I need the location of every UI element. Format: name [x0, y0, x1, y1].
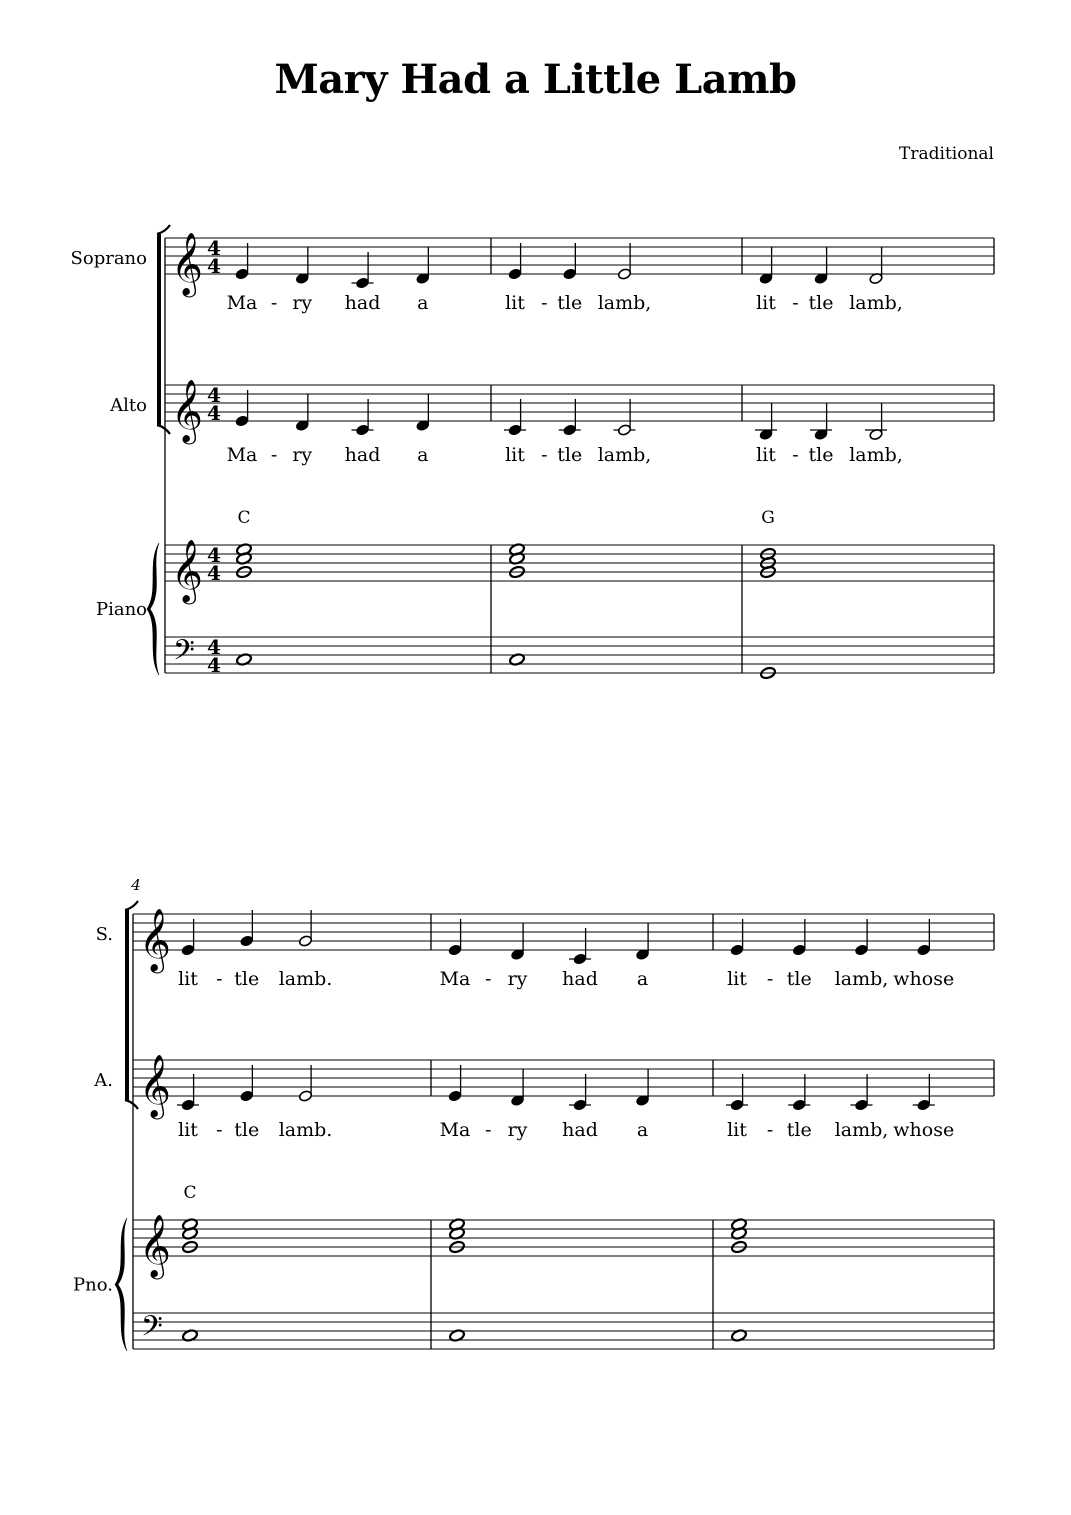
- alto-lyric-syllable: ry: [292, 444, 313, 466]
- soprano-lyric-hyphen: -: [485, 968, 492, 990]
- soprano-lyric-hyphen: -: [216, 968, 223, 990]
- time-signature-top: 4: [207, 236, 221, 260]
- alto-lyric-syllable: lit: [756, 444, 776, 466]
- alto-lyric-syllable: Ma: [226, 444, 258, 466]
- staff-label-soprano: S.: [95, 924, 113, 945]
- alto-lyric-hyphen: -: [270, 444, 278, 466]
- treble-clef-icon: 𝄞: [171, 539, 203, 602]
- chord-symbol: C: [183, 1183, 197, 1203]
- piano-treble-staff: [133, 1220, 994, 1256]
- alto-lyric-syllable: ry: [507, 1119, 528, 1141]
- alto-lyric-hyphen: -: [216, 1119, 223, 1141]
- choir-bracket: [125, 910, 129, 1100]
- treble-clef-icon: 𝄞: [139, 1214, 171, 1277]
- staff-label-soprano: Soprano: [70, 248, 147, 269]
- alto-lyric-hyphen: -: [766, 1119, 774, 1141]
- piano-treble-staff: [165, 545, 994, 581]
- alto-lyric-syllable: tle: [786, 1119, 812, 1141]
- alto-lyric-syllable: had: [562, 1119, 598, 1141]
- alto-lyric-syllable: tle: [557, 444, 583, 466]
- soprano-lyric-syllable: lit: [756, 292, 776, 314]
- choir-bracket-bottom: [125, 1100, 138, 1109]
- alto-lyric-syllable: lamb,: [849, 444, 903, 466]
- soprano-lyric-syllable: tle: [808, 292, 834, 314]
- soprano-lyric-syllable: lamb,: [597, 292, 652, 314]
- soprano-staff: [133, 914, 994, 950]
- time-signature-top: 4: [207, 543, 221, 567]
- staff-label-alto: A.: [94, 1070, 113, 1091]
- soprano-lyric-syllable: a: [636, 968, 649, 990]
- staff-label-piano: Piano: [95, 599, 147, 620]
- alto-lyric-syllable: lamb,: [597, 444, 652, 466]
- composer-credit: Traditional: [899, 144, 994, 164]
- piano-brace: [115, 1218, 127, 1351]
- alto-staff: [133, 1060, 994, 1096]
- soprano-lyric-syllable: lamb,: [849, 292, 903, 314]
- soprano-lyric-syllable: Ma: [226, 292, 258, 314]
- soprano-lyric-syllable: ry: [292, 292, 313, 314]
- alto-lyric-syllable: lit: [505, 444, 525, 466]
- bass-clef-icon: 𝄢: [173, 634, 195, 674]
- alto-lyric-syllable: lit: [727, 1119, 747, 1141]
- staff-label-alto: Alto: [110, 395, 147, 416]
- soprano-lyric-syllable: had: [344, 292, 381, 314]
- soprano-lyric-syllable: lamb,: [834, 968, 889, 990]
- piano-bass-staff: [133, 1313, 994, 1349]
- piece-title: Mary Had a Little Lamb: [274, 56, 797, 103]
- alto-lyric-syllable: a: [417, 444, 429, 466]
- alto-staff: [165, 385, 994, 421]
- alto-lyric-syllable: lit: [178, 1119, 198, 1141]
- alto-lyric-syllable: had: [344, 444, 381, 466]
- soprano-lyric-syllable: a: [417, 292, 429, 314]
- measure-number: 4: [131, 876, 141, 894]
- time-signature-bottom: 4: [207, 401, 221, 425]
- alto-lyric-syllable: a: [636, 1119, 649, 1141]
- soprano-lyric-syllable: tle: [234, 968, 260, 990]
- treble-clef-icon: 𝄞: [171, 232, 203, 295]
- alto-lyric-hyphen: -: [792, 444, 799, 466]
- treble-clef-icon: 𝄞: [139, 1054, 171, 1117]
- alto-lyric-syllable: Ma: [439, 1119, 471, 1141]
- soprano-lyric-syllable: lamb.: [278, 968, 333, 990]
- treble-clef-icon: 𝄞: [139, 908, 171, 971]
- alto-lyric-syllable: tle: [234, 1119, 260, 1141]
- soprano-lyric-hyphen: -: [541, 292, 548, 314]
- soprano-lyric-hyphen: -: [792, 292, 799, 314]
- alto-lyric-syllable: lamb,: [834, 1119, 889, 1141]
- alto-lyric-syllable: tle: [808, 444, 834, 466]
- time-signature-top: 4: [207, 635, 221, 659]
- soprano-lyric-syllable: tle: [786, 968, 812, 990]
- choir-bracket-top: [157, 225, 170, 234]
- soprano-lyric-syllable: had: [562, 968, 598, 990]
- soprano-lyric-syllable: tle: [557, 292, 583, 314]
- soprano-lyric-syllable: lit: [505, 292, 525, 314]
- time-signature-top: 4: [207, 383, 221, 407]
- treble-clef-icon: 𝄞: [171, 379, 203, 442]
- chord-symbol: C: [237, 508, 251, 528]
- alto-lyric-syllable: lamb.: [278, 1119, 333, 1141]
- soprano-lyric-hyphen: -: [270, 292, 278, 314]
- choir-bracket-top: [125, 901, 138, 910]
- staff-label-piano: Pno.: [73, 1274, 113, 1296]
- choir-bracket: [157, 234, 161, 425]
- soprano-lyric-syllable: ry: [507, 968, 528, 990]
- soprano-lyric-syllable: whose: [893, 968, 955, 990]
- time-signature-bottom: 4: [207, 561, 221, 585]
- piano-bass-staff: [165, 637, 994, 673]
- bass-clef-icon: 𝄢: [141, 1310, 163, 1350]
- soprano-lyric-syllable: lit: [178, 968, 198, 990]
- soprano-lyric-syllable: lit: [727, 968, 747, 990]
- chord-symbol: G: [761, 508, 775, 528]
- choir-bracket-bottom: [157, 425, 170, 434]
- piano-brace: [147, 543, 159, 675]
- alto-lyric-syllable: whose: [893, 1119, 955, 1141]
- soprano-lyric-hyphen: -: [766, 968, 774, 990]
- time-signature-bottom: 4: [207, 653, 221, 677]
- alto-lyric-hyphen: -: [541, 444, 548, 466]
- time-signature-bottom: 4: [207, 254, 221, 278]
- alto-lyric-hyphen: -: [485, 1119, 492, 1141]
- soprano-lyric-syllable: Ma: [439, 968, 471, 990]
- soprano-staff: [165, 238, 994, 274]
